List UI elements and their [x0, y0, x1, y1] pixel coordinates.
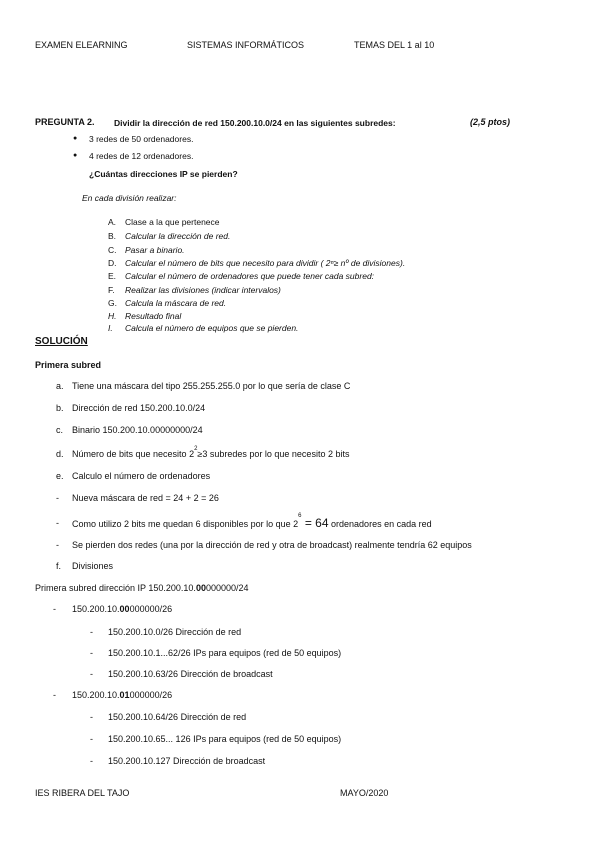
line-mark: b.: [56, 403, 64, 413]
lost-question: ¿Cuántas direcciones IP se pierden?: [89, 169, 238, 179]
subnet-detail: 150.200.10.1...62/26 IPs para equipos (red de 50 equipos): [108, 648, 342, 658]
step-mark: C.: [108, 245, 117, 255]
instruction: En cada división realizar:: [82, 193, 177, 203]
dash: -: [90, 734, 93, 744]
line-c: Binario 150.200.10.00000000/24: [72, 425, 203, 435]
first-subnet-post: 000000/24: [205, 583, 249, 593]
line-mark: e.: [56, 471, 64, 481]
dash: -: [56, 493, 59, 503]
solution-subtitle: Primera subred: [35, 360, 102, 370]
subnet-binary-post: 000000/26: [129, 604, 173, 614]
dash: -: [53, 690, 56, 700]
step-text: Realizar las divisiones (indicar intervalos): [125, 285, 281, 295]
step-text: Resultado final: [125, 311, 182, 321]
line-hosts-eq: =: [301, 516, 316, 530]
line-f: Divisiones: [72, 561, 114, 571]
line-lost: Se pierden dos redes (una por la dirección de red y otra de broadcast) realmente tendría 62 equipos: [72, 540, 472, 550]
step-mark: B.: [108, 231, 117, 241]
line-hosts-pre: Como utilizo 2 bits me quedan 6 disponibles por lo que 2: [72, 519, 299, 529]
step-mark: I.: [108, 323, 113, 333]
line-hosts-exp: 6: [298, 513, 302, 519]
subnet-binary-pre: 150.200.10.: [72, 604, 120, 614]
bullet-icon: ●: [73, 152, 78, 159]
first-subnet-address: [35, 583, 249, 593]
step-mark: D.: [108, 258, 117, 268]
question-number: PREGUNTA 2.: [35, 117, 95, 127]
header-center: SISTEMAS INFORMÁTICOS: [187, 40, 305, 50]
subnet-detail: 150.200.10.0/26 Dirección de red: [108, 627, 242, 637]
dash: -: [90, 712, 93, 722]
subnet-detail: 150.200.10.127 Dirección de broadcast: [108, 756, 266, 766]
subnet-binary: [72, 690, 172, 700]
line-hosts: [72, 513, 432, 530]
question-points: (2,5 ptos): [470, 117, 511, 127]
footer-left: IES RIBERA DEL TAJO: [35, 788, 130, 798]
step-text: Calcular el número de bits que necesito para dividir ( 2ⁿ≥ nº de divisiones).: [125, 258, 406, 268]
line-d: [72, 446, 350, 459]
subnet-detail: 150.200.10.65... 126 IPs para equipos (red de 50 equipos): [108, 734, 342, 744]
footer-right: MAYO/2020: [340, 788, 389, 798]
first-subnet-pre: Primera subred dirección IP 150.200.10.: [35, 583, 196, 593]
header-left: EXAMEN ELEARNING: [35, 40, 128, 50]
dash: -: [56, 518, 59, 528]
dash: -: [90, 627, 93, 637]
step-text: Calcular el número de ordenadores que puede tener cada subred:: [125, 271, 375, 281]
dash: -: [56, 540, 59, 550]
line-a: Tiene una máscara del tipo 255.255.255.0 por lo que sería de clase C: [72, 381, 351, 391]
line-mask: Nueva máscara de red = 24 + 2 = 26: [72, 493, 219, 503]
subnet-detail: 150.200.10.63/26 Dirección de broadcast: [108, 669, 273, 679]
line-mark: f.: [56, 561, 62, 571]
step-text: Calcular la dirección de red.: [125, 231, 231, 241]
subnet-binary-bold: 00: [119, 604, 130, 614]
solution-title: SOLUCIÓN: [35, 336, 88, 347]
subnet-binary-post: 000000/26: [129, 690, 173, 700]
line-b: Dirección de red 150.200.10.0/24: [72, 403, 206, 413]
line-d-exp: 2: [194, 446, 198, 452]
subnet-binary-bold: 01: [119, 690, 130, 700]
step-mark: H.: [108, 311, 117, 321]
line-mark: d.: [56, 449, 64, 459]
dash: -: [90, 756, 93, 766]
line-d-post: ≥3 subredes por lo que necesito 2 bits: [197, 449, 350, 459]
step-mark: G.: [108, 298, 117, 308]
dash: -: [90, 648, 93, 658]
step-mark: A.: [108, 217, 117, 227]
line-hosts-post: ordenadores en cada red: [328, 519, 432, 529]
step-text: Pasar a binario.: [125, 245, 185, 255]
step-mark: F.: [108, 285, 115, 295]
step-text: Clase a la que pertenece: [125, 217, 220, 227]
bullet-icon: ●: [73, 135, 78, 142]
line-mark: a.: [56, 381, 64, 391]
subnet-binary-pre: 150.200.10.: [72, 690, 120, 700]
bullet-item: 3 redes de 50 ordenadores.: [89, 134, 194, 144]
line-hosts-num: 64: [315, 516, 329, 530]
step-text: Calcula la máscara de red.: [125, 298, 227, 308]
bullet-item: 4 redes de 12 ordenadores.: [89, 151, 194, 161]
subnet-detail: 150.200.10.64/26 Dirección de red: [108, 712, 247, 722]
step-text: Calcula el número de equipos que se pierden.: [125, 323, 299, 333]
header-right: TEMAS DEL 1 al 10: [354, 40, 435, 50]
dash: -: [90, 669, 93, 679]
dash: -: [53, 604, 56, 614]
line-d-pre: Número de bits que necesito 2: [72, 449, 195, 459]
line-mark: c.: [56, 425, 64, 435]
line-e: Calculo el número de ordenadores: [72, 471, 211, 481]
step-mark: E.: [108, 271, 117, 281]
subnet-binary: [72, 604, 172, 614]
first-subnet-bold: 00: [195, 583, 206, 593]
question-text: Dividir la dirección de red 150.200.10.0/24 en las siguientes subredes:: [114, 118, 396, 128]
